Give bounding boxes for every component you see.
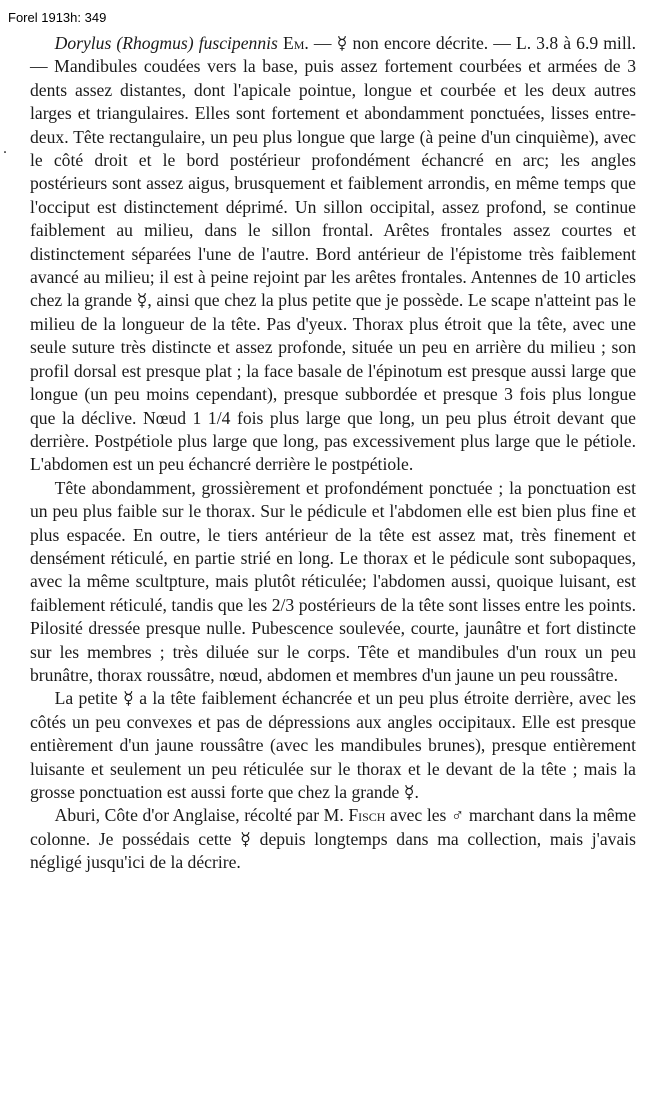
document-body — [30, 32, 636, 875]
locality-text: Aburi, Côte d'or Anglaise, récolté par M. — [54, 805, 349, 826]
margin-dot: . — [3, 140, 7, 157]
paragraph-sculpture: Tête abondamment, grossièrement et profondément ponctuée ; la ponctuation est un peu plus faible sur le thorax. Sur le pédicule et l'abdomen elle est bien plus fine et plus espacée. En outre, le tiers antérieur de la tête est assez mat, très finement et densément réticulé, en partie strié en long. Le thorax et le pédicule sont subopaques, avec la même scultpture, mais plutôt réticulée; l'abdomen aussi, quoique luisant, est faiblement réticulé, tandis que les 2/3 postérieurs de la tête sont lisses entre les points. Pilosité dressée presque nulle. Pubescence soulevée, courte, jaunâtre et fort distincte sur les membres ; très diluée sur le corps. Tête et mandibules d'un roux un peu brunâtre, thorax roussâtre, nœud, abdomen et membres d'un jaune un peu roussâtre. — [30, 477, 636, 685]
species-author: Em. — [282, 33, 309, 53]
page-source-label: Forel 1913h: 349 — [8, 10, 107, 25]
paragraph-small-worker: La petite ☿ a la tête faiblement échancrée et un peu plus étroite derrière, avec les côtés un peu convexes et pas de dépressions aux angles occipitaux. Elle est presque entièrement d'un jaune roussâtre (avec les mandibules brunes), presque entièrement luisante et seulement un peu réticulée sur le thorax et le devant de la tête ; mais la grosse ponctuation est aussi forte que chez la grande ☿. — [30, 688, 636, 802]
paragraph-locality — [30, 804, 636, 874]
paragraph-description-text: — ☿ non encore décrite. — L. 3.8 à 6.9 mill. — Mandibules coudées vers la base, puis assez fortement courbées et armées de 3 dents assez distantes, dont l'apicale pointue, longue et courbée et les deux autres larges et triangulaires. Elles sont fortement et abondamment ponctuées, lisses entre-deux. Tête rectangulaire, un peu plus longue que large (à peine d'un cinquième), avec le côté droit et le bord postérieur profondément échancré en arc; les angles postérieurs sont assez aigus, brusquement et faiblement arrondis, en même temps que l'occiput est distinctement déprimé. Un sillon occipital, assez profond, se continue faiblement au milieu, dans le sillon frontal. Arêtes frontales assez courtes et distinctement séparées l'une de l'autre. Bord antérieur de l'épistome très faiblement avancé au milieu; il est à peine rejoint par les arêtes frontales. Antennes de 10 articles chez la grande ☿, ainsi que chez la plus petite que je possède. Le scape n'atteint pas le milieu de la longueur de la tête. Pas d'yeux. Thorax plus étroit que la tête, avec une seule suture très distincte et assez profonde, située un peu en arrière du milieu ; son profil dorsal est presque plat ; la face basale de l'épinotum est presque aussi large que longue (un peu moins cependant), presque subbordée et presque 3 fois plus longue que la déclive. Nœud 1 1/4 fois plus large que long, un peu plus étroit devant que derrière. Postpétiole plus large que long, pas excessivement plus large que le pétiole. L'abdomen est un peu échancré derrière le postpétiole. — [30, 33, 636, 475]
paragraph-description — [30, 32, 636, 477]
locality-text-end: avec les ♂ marchant dans la même colonne. Je possédais cette ☿ depuis longtemps dans ma collection, mais j'avais négligé jusqu'ici de la décrire. — [30, 805, 637, 873]
species-name: Dorylus (Rhogmus) fuscipennis — [54, 33, 278, 53]
collector-name: Fisch — [348, 805, 386, 826]
